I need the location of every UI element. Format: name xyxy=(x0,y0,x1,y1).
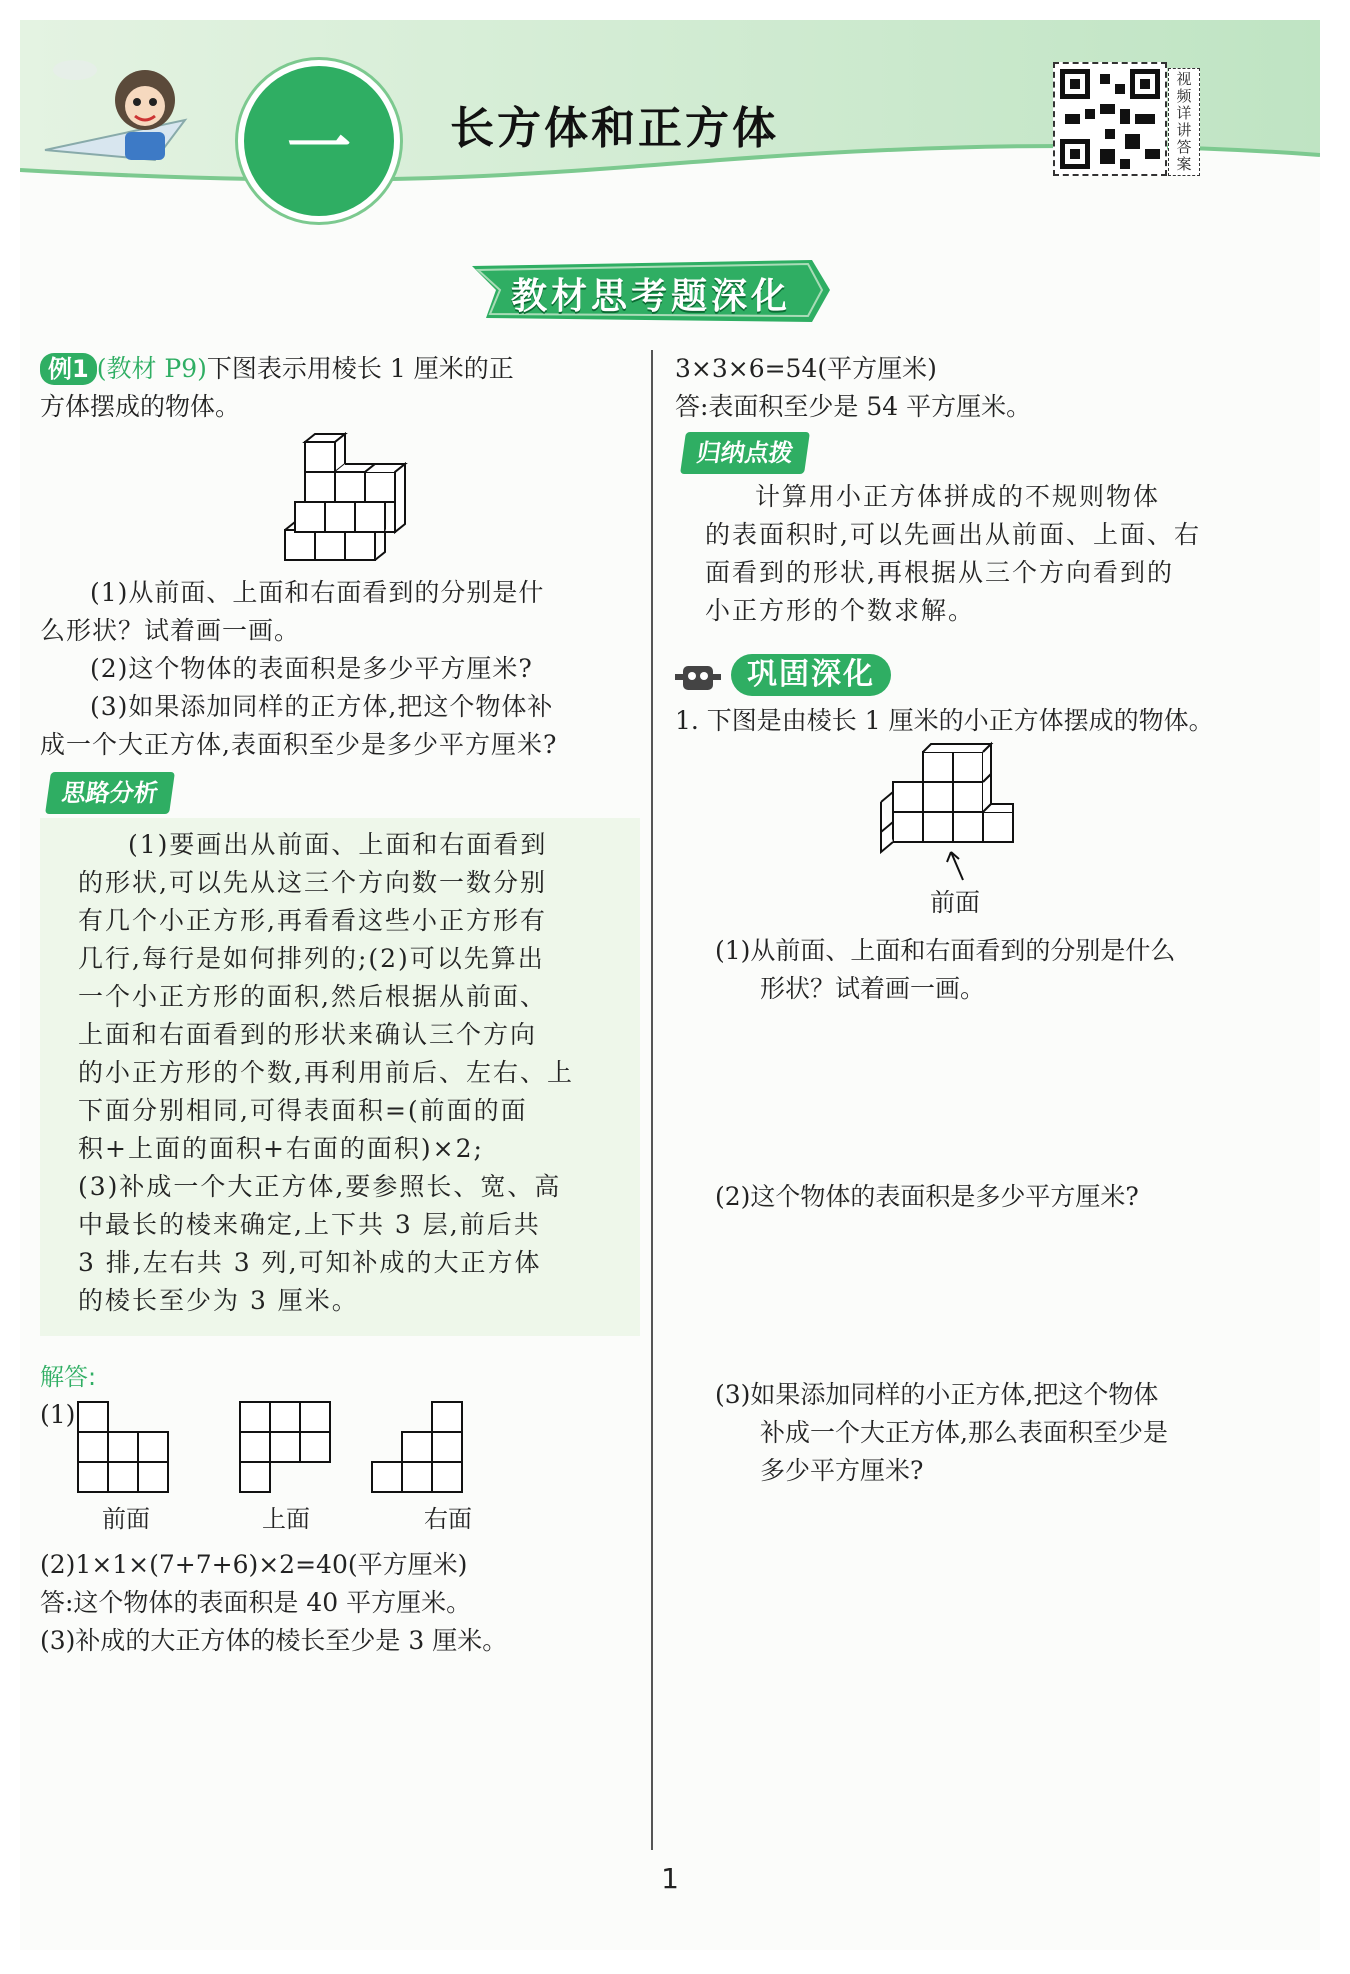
exercise1-q2: (2)这个物体的表面积是多少平方厘米? xyxy=(715,1182,1139,1211)
example-q2: (2)这个物体的表面积是多少平方厘米? xyxy=(90,654,533,683)
exercise1-q1-line2: 形状？试着画一画。 xyxy=(760,974,986,1003)
qr-code-icon[interactable] xyxy=(1053,62,1167,176)
three-view-drawings xyxy=(40,1396,640,1506)
cartoon-pilot-icon xyxy=(35,40,235,200)
exercise1-q3-line1: (3)如果添加同样的小正方体,把这个物体 xyxy=(715,1380,1159,1409)
solution-line4: (3)补成的大正方体的棱长至少是 3 厘米。 xyxy=(40,1626,508,1655)
analysis-line: 的棱长至少为 3 厘米。 xyxy=(78,1286,359,1315)
right-column xyxy=(675,350,1300,1490)
solution-line3: 答:这个物体的表面积是 40 平方厘米。 xyxy=(40,1588,472,1617)
example-cube-figure xyxy=(40,430,640,570)
page-number: 1 xyxy=(661,1862,679,1895)
chapter-header xyxy=(20,20,1320,210)
answer-space-q1 xyxy=(675,1008,1300,1178)
analysis-box xyxy=(40,818,640,1336)
analysis-line: 有几个小正方形,再看看这些小正方形有 xyxy=(78,906,547,935)
analysis-line: 一个小正方形的面积,然后根据从前面、 xyxy=(78,982,547,1011)
example-q1-line1: (1)从前面、上面和右面看到的分别是什 xyxy=(90,578,545,607)
example-intro-line1: 下图表示用棱长 1 厘米的正 xyxy=(206,354,514,383)
tip-box xyxy=(675,474,1300,630)
tip-line: 计算用小正方体拼成的不规则物体 xyxy=(755,482,1161,511)
calc-answer: 答:表面积至少是 54 平方厘米。 xyxy=(675,392,1032,421)
analysis-line: 的形状,可以先从这三个方向数一数分别 xyxy=(78,868,547,897)
example-badge: 例1 xyxy=(40,353,97,385)
solution-views xyxy=(40,1396,640,1546)
consolidate-tag: 巩固深化 xyxy=(731,654,891,696)
example-intro xyxy=(40,350,640,388)
left-column xyxy=(40,350,640,1660)
example-intro-line2: 方体摆成的物体。 xyxy=(40,392,241,421)
analysis-line: 中最长的棱来确定,上下共 3 层,前后共 xyxy=(78,1210,541,1239)
section-title: 教材思考题深化 xyxy=(510,276,791,317)
solution-line2: (2)1×1×(7+7+6)×2=40(平方厘米) xyxy=(40,1550,468,1579)
front-direction-label: 前面 xyxy=(930,888,981,917)
example-q3-line1: (3)如果添加同样的正方体,把这个物体补 xyxy=(90,692,554,721)
qr-label: 视频详讲答案 xyxy=(1168,68,1200,176)
view-label-top: 上面 xyxy=(262,1505,310,1533)
tip-line: 小正方形的个数求解。 xyxy=(705,596,976,625)
exercise-cube-figure xyxy=(675,740,1300,890)
chapter-number-badge xyxy=(238,60,400,222)
section-banner xyxy=(472,260,830,322)
analysis-tag-row xyxy=(40,772,640,814)
exercise1-q1-line1: (1)从前面、上面和右面看到的分别是什么 xyxy=(715,936,1176,965)
exercise1-q3-line3: 多少平方厘米? xyxy=(760,1456,924,1485)
tip-line: 的表面积时,可以先画出从前面、上面、右 xyxy=(705,520,1201,549)
analysis-line: 下面分别相同,可得表面积=(前面的面 xyxy=(78,1096,528,1125)
analysis-line: (1)要画出从前面、上面和右面看到 xyxy=(128,830,548,859)
exercise1-text: 1. 下图是由棱长 1 厘米的小正方体摆成的物体。 xyxy=(675,706,1214,735)
analysis-line: 的小正方形的个数,再利用前后、左右、上 xyxy=(78,1058,574,1087)
textbook-ref: (教材 P9) xyxy=(96,354,207,383)
view-label-front: 前面 xyxy=(102,1505,150,1533)
calc-line: 3×3×6=54(平方厘米) xyxy=(675,354,937,383)
analysis-line: 上面和右面看到的形状来确认三个方向 xyxy=(78,1020,538,1049)
consolidate-header xyxy=(675,654,1300,696)
solution-part1-marker: (1) xyxy=(40,1400,76,1429)
example-q3-line2: 成一个大正方体,表面积至少是多少平方厘米? xyxy=(40,730,558,759)
analysis-line: 积+上面的面积+右面的面积)×2; xyxy=(78,1134,484,1163)
column-divider xyxy=(651,350,653,1850)
answer-space-q2 xyxy=(675,1216,1300,1376)
analysis-tag: 思路分析 xyxy=(45,772,175,814)
chapter-number: 一 xyxy=(287,111,351,185)
exercise1-q3-line2: 补成一个大正方体,那么表面积至少是 xyxy=(760,1418,1168,1447)
tip-tag: 归纳点拨 xyxy=(680,432,810,474)
example-q1-line2: 么形状？试着画一画。 xyxy=(40,616,301,645)
analysis-line: 几行,每行是如何排列的;(2)可以先算出 xyxy=(78,944,545,973)
view-label-right: 右面 xyxy=(424,1505,472,1533)
page xyxy=(20,20,1320,1950)
solution-label: 解答: xyxy=(40,1363,97,1391)
analysis-line: (3)补成一个大正方体,要参照长、宽、高 xyxy=(78,1172,562,1201)
tip-tag-row xyxy=(675,432,1300,474)
robot-icon xyxy=(675,660,723,696)
analysis-line: 3 排,左右共 3 列,可知补成的大正方体 xyxy=(78,1248,542,1277)
chapter-title: 长方体和正方体 xyxy=(450,103,779,154)
tip-line: 面看到的形状,再根据从三个方向看到的 xyxy=(705,558,1174,587)
